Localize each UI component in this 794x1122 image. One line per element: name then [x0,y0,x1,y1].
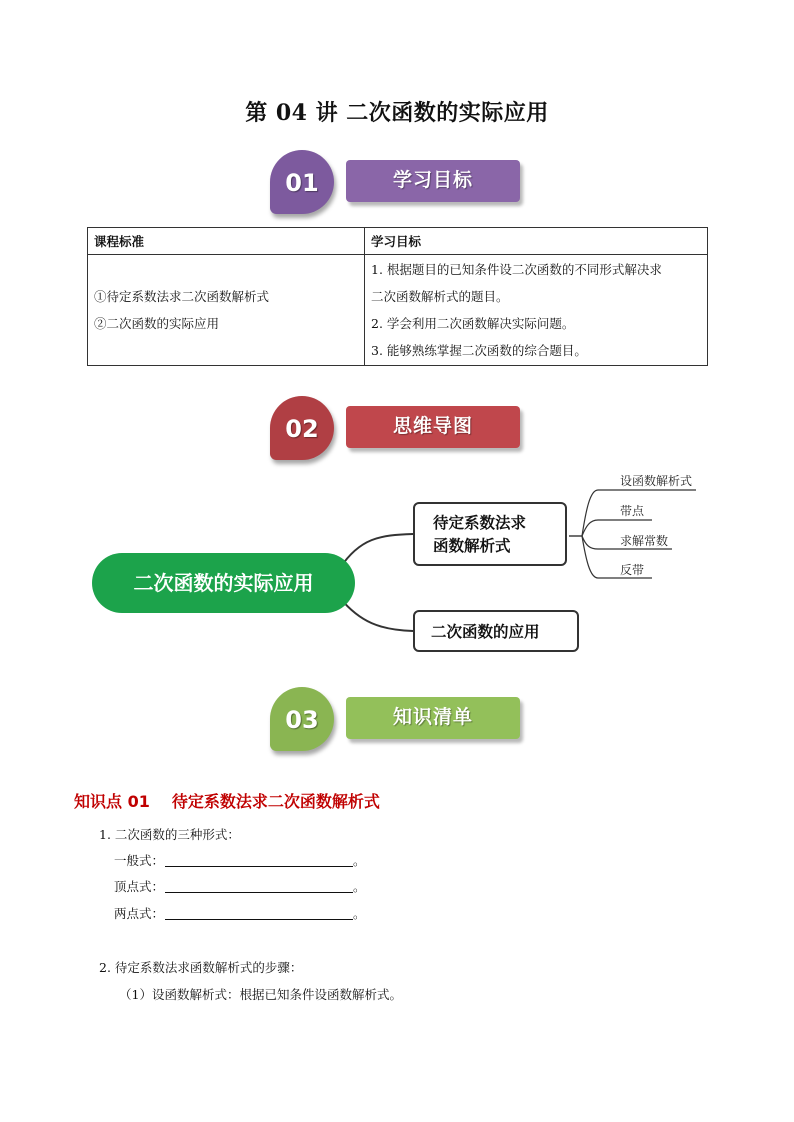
period: 。 [353,853,366,868]
section-number-badge: 02 [270,396,334,460]
table-header-row [88,228,708,255]
goal-item: 二次函数解析式的题目。 [371,289,509,304]
goals-cell [365,255,708,366]
mind-map-leaf: 设函数解析式 [620,474,693,488]
section-number-badge: 03 [270,687,334,751]
mind-map-leaf: 求解常数 [620,534,669,548]
knowledge-point-number: 知识点 01 [74,792,150,811]
section-header-03 [270,693,530,757]
connector-branch1 [340,534,413,568]
fill-blank[interactable] [165,878,353,893]
item-2-text: 2. 待定系数法求函数解析式的步骤： [99,960,303,975]
step-1-text: （1）设函数解析式：根据已知条件设函数解析式。 [119,987,402,1002]
knowledge-point-heading: 待定系数法求二次函数解析式 [171,792,380,811]
form-row-intercept [114,904,366,922]
goal-item: 2. 学会利用二次函数解决实际问题。 [371,316,575,331]
standard-item: ②二次函数的实际应用 [94,316,220,331]
fill-blank[interactable] [165,852,353,867]
standards-cell [88,255,365,366]
curriculum-table [87,227,708,366]
section-label: 学习目标 [346,160,520,202]
section-number-badge: 01 [270,150,334,214]
section-header-01 [270,156,530,220]
mind-map-branch-2: 二次函数的应用 [413,610,579,652]
table-header-standard: 课程标准 [88,228,365,255]
form-row-vertex [114,877,366,895]
period: 。 [353,906,366,921]
table-header-goal: 学习目标 [365,228,708,255]
knowledge-point-title [74,789,380,812]
standard-item: ①待定系数法求二次函数解析式 [94,289,270,304]
form-row-general [114,851,366,869]
branch-1-line: 待定系数法求 [433,514,527,532]
mind-map-root: 二次函数的实际应用 [92,553,355,613]
period: 。 [353,879,366,894]
mind-map-branch-1 [413,502,567,566]
goal-item: 1. 根据题目的已知条件设二次函数的不同形式解决求 [371,262,662,277]
page-title: 第 04 讲 二次函数的实际应用 [245,100,549,126]
mind-map [0,460,794,670]
mind-map-leaf: 反带 [620,563,645,577]
fill-blank[interactable] [165,905,353,920]
section-label: 知识清单 [346,697,520,739]
branch-1-line: 函数解析式 [433,537,511,555]
form-label: 两点式： [114,906,165,921]
goal-item: 3. 能够熟练掌握二次函数的综合题目。 [371,343,587,358]
table-row [88,255,708,366]
section-label: 思维导图 [346,406,520,448]
mind-map-leaf: 带点 [620,504,645,518]
connector-branch2 [340,598,413,631]
form-label: 一般式： [114,853,165,868]
form-label: 顶点式： [114,879,165,894]
section-header-02 [270,402,530,466]
item-1-text: 1. 二次函数的三种形式： [99,827,240,842]
